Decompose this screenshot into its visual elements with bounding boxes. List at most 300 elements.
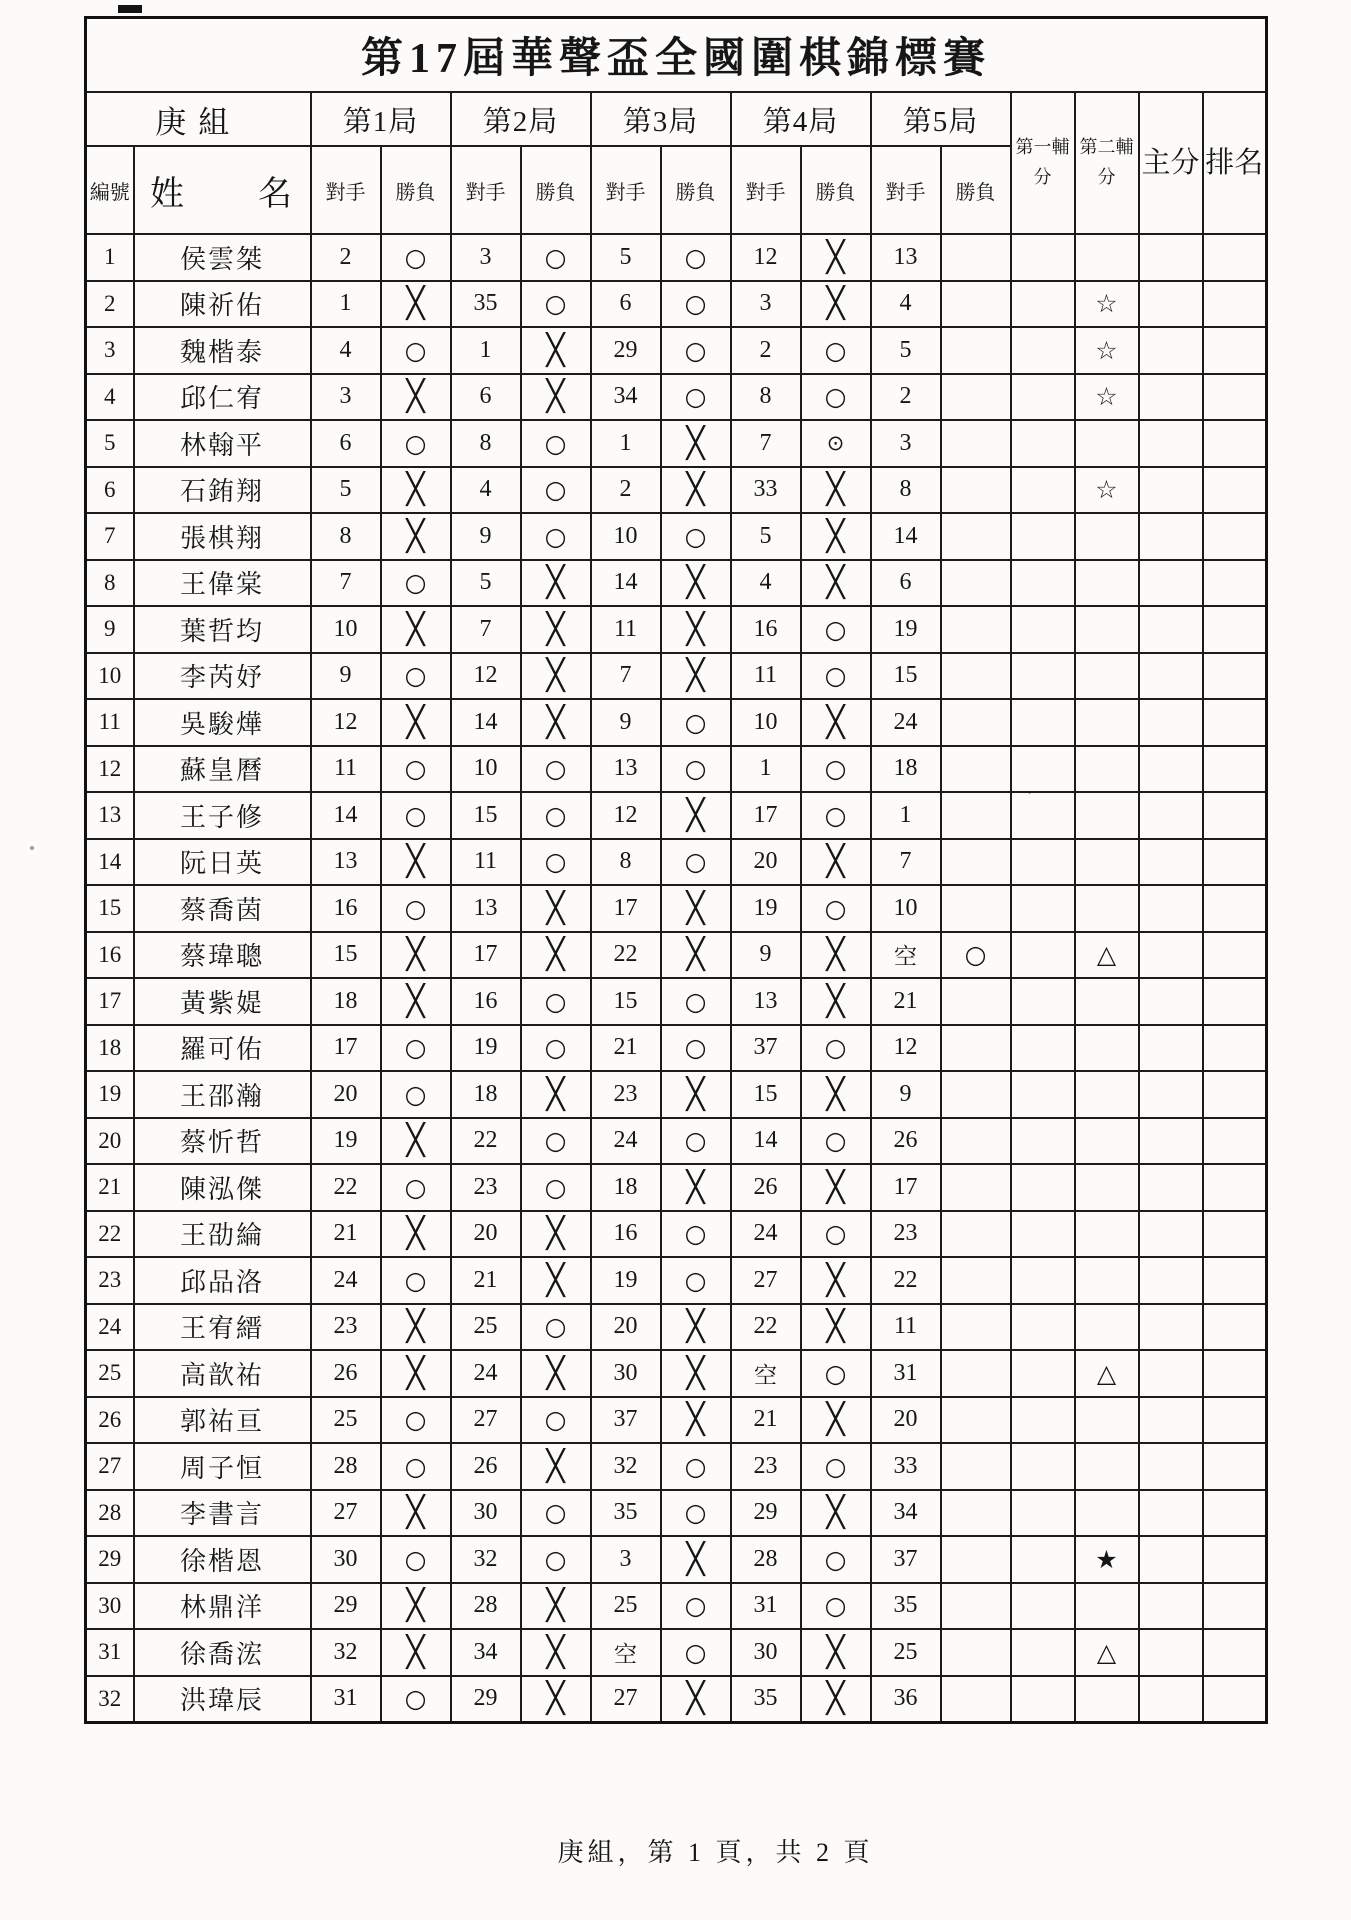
result-cell: ○ bbox=[801, 1536, 871, 1583]
opponent-cell: 24 bbox=[871, 699, 941, 746]
result-cell: ╳ bbox=[661, 1071, 731, 1118]
player-row bbox=[86, 467, 1267, 514]
result-cell: ╳ bbox=[661, 606, 731, 653]
main-score-cell bbox=[1139, 1257, 1203, 1304]
result-cell: ╳ bbox=[801, 1397, 871, 1444]
opponent-cell: 19 bbox=[871, 606, 941, 653]
opponent-cell: 2 bbox=[311, 234, 381, 281]
result-cell: ○ bbox=[521, 1164, 591, 1211]
opponent-cell: 22 bbox=[451, 1118, 521, 1165]
opponent-cell: 18 bbox=[871, 746, 941, 793]
result-cell: ○ bbox=[521, 281, 591, 328]
opponent-cell: 28 bbox=[451, 1583, 521, 1630]
opponent-cell: 11 bbox=[731, 653, 801, 700]
player-name: 邱仁宥 bbox=[134, 374, 311, 421]
round-2-header: 第2局 bbox=[451, 92, 591, 146]
player-row bbox=[86, 699, 1267, 746]
result-cell: ╳ bbox=[521, 699, 591, 746]
opponent-cell: 1 bbox=[311, 281, 381, 328]
rank-cell bbox=[1203, 1350, 1267, 1397]
result-cell: ○ bbox=[521, 1118, 591, 1165]
aux1-cell bbox=[1011, 839, 1075, 886]
name-header: 姓 名 bbox=[134, 146, 311, 234]
result-header: 勝負 bbox=[521, 146, 591, 234]
tournament-table bbox=[84, 16, 1268, 1724]
result-cell: ○ bbox=[381, 1164, 451, 1211]
result-cell bbox=[941, 839, 1011, 886]
opponent-cell: 15 bbox=[451, 792, 521, 839]
player-number: 21 bbox=[86, 1164, 134, 1211]
player-name: 蘇皇曆 bbox=[134, 746, 311, 793]
id-header: 編號 bbox=[86, 146, 134, 234]
opponent-cell: 14 bbox=[311, 792, 381, 839]
player-name: 徐喬浤 bbox=[134, 1629, 311, 1676]
round-1-header: 第1局 bbox=[311, 92, 451, 146]
opponent-header: 對手 bbox=[311, 146, 381, 234]
aux1-cell bbox=[1011, 1025, 1075, 1072]
result-cell: ○ bbox=[801, 1025, 871, 1072]
result-cell: ○ bbox=[521, 1304, 591, 1351]
aux2-cell bbox=[1075, 560, 1139, 607]
opponent-cell: 23 bbox=[451, 1164, 521, 1211]
rank-cell bbox=[1203, 1118, 1267, 1165]
aux2-cell bbox=[1075, 746, 1139, 793]
player-row bbox=[86, 1583, 1267, 1630]
opponent-cell: 2 bbox=[731, 327, 801, 374]
player-name: 王偉棠 bbox=[134, 560, 311, 607]
opponent-cell: 20 bbox=[591, 1304, 661, 1351]
player-name: 蔡瑋聰 bbox=[134, 932, 311, 979]
result-cell: ○ bbox=[661, 1257, 731, 1304]
round-5-header: 第5局 bbox=[871, 92, 1011, 146]
player-row bbox=[86, 1536, 1267, 1583]
result-cell: ╳ bbox=[661, 885, 731, 932]
player-number: 10 bbox=[86, 653, 134, 700]
player-row bbox=[86, 1164, 1267, 1211]
player-number: 1 bbox=[86, 234, 134, 281]
opponent-cell: 10 bbox=[311, 606, 381, 653]
aux2-cell bbox=[1075, 1397, 1139, 1444]
opponent-cell: 17 bbox=[731, 792, 801, 839]
result-cell: ╳ bbox=[521, 374, 591, 421]
rank-cell bbox=[1203, 1676, 1267, 1723]
player-name: 王劭綸 bbox=[134, 1211, 311, 1258]
opponent-cell: 13 bbox=[871, 234, 941, 281]
result-cell: ○ bbox=[801, 1583, 871, 1630]
rank-cell bbox=[1203, 327, 1267, 374]
player-name: 徐楷恩 bbox=[134, 1536, 311, 1583]
result-cell: ○ bbox=[521, 234, 591, 281]
player-number: 27 bbox=[86, 1443, 134, 1490]
main-score-cell bbox=[1139, 1071, 1203, 1118]
result-cell: ○ bbox=[801, 1118, 871, 1165]
result-cell: ○ bbox=[381, 1443, 451, 1490]
main-score-cell bbox=[1139, 653, 1203, 700]
opponent-cell: 26 bbox=[311, 1350, 381, 1397]
result-cell: ○ bbox=[521, 839, 591, 886]
result-cell: ○ bbox=[661, 1211, 731, 1258]
player-name: 陳祈佑 bbox=[134, 281, 311, 328]
player-number: 7 bbox=[86, 513, 134, 560]
aux2-cell: ☆ bbox=[1075, 281, 1139, 328]
result-cell: ○ bbox=[381, 1676, 451, 1723]
result-cell bbox=[941, 1071, 1011, 1118]
aux1-cell bbox=[1011, 374, 1075, 421]
opponent-cell: 29 bbox=[311, 1583, 381, 1630]
player-name: 阮日英 bbox=[134, 839, 311, 886]
result-cell: ○ bbox=[521, 1397, 591, 1444]
player-row bbox=[86, 1118, 1267, 1165]
aux2-cell bbox=[1075, 1211, 1139, 1258]
rank-cell bbox=[1203, 1536, 1267, 1583]
aux1-cell bbox=[1011, 1164, 1075, 1211]
result-cell: ○ bbox=[521, 1025, 591, 1072]
result-cell: ╳ bbox=[381, 932, 451, 979]
opponent-cell: 29 bbox=[451, 1676, 521, 1723]
opponent-cell: 23 bbox=[311, 1304, 381, 1351]
player-name: 周子恒 bbox=[134, 1443, 311, 1490]
opponent-cell: 4 bbox=[311, 327, 381, 374]
opponent-cell: 12 bbox=[311, 699, 381, 746]
result-cell: ○ bbox=[381, 1397, 451, 1444]
player-row bbox=[86, 746, 1267, 793]
player-row bbox=[86, 420, 1267, 467]
player-name: 李書言 bbox=[134, 1490, 311, 1537]
player-row bbox=[86, 792, 1267, 839]
opponent-cell: 3 bbox=[311, 374, 381, 421]
result-cell: ╳ bbox=[801, 978, 871, 1025]
result-cell: ○ bbox=[521, 420, 591, 467]
rank-cell bbox=[1203, 978, 1267, 1025]
result-cell: ○ bbox=[661, 1629, 731, 1676]
player-row bbox=[86, 1211, 1267, 1258]
opponent-cell: 30 bbox=[591, 1350, 661, 1397]
opponent-cell: 8 bbox=[591, 839, 661, 886]
result-cell bbox=[941, 978, 1011, 1025]
result-cell bbox=[941, 653, 1011, 700]
main-score-cell bbox=[1139, 1443, 1203, 1490]
result-cell: ○ bbox=[801, 885, 871, 932]
result-cell: ╳ bbox=[381, 1118, 451, 1165]
opponent-cell: 6 bbox=[871, 560, 941, 607]
result-cell: ╳ bbox=[801, 1257, 871, 1304]
opponent-cell: 25 bbox=[451, 1304, 521, 1351]
aux2-cell bbox=[1075, 1490, 1139, 1537]
opponent-cell: 21 bbox=[591, 1025, 661, 1072]
aux1-cell bbox=[1011, 467, 1075, 514]
result-header: 勝負 bbox=[381, 146, 451, 234]
opponent-cell: 9 bbox=[451, 513, 521, 560]
player-row bbox=[86, 653, 1267, 700]
result-cell: ○ bbox=[521, 467, 591, 514]
player-number: 15 bbox=[86, 885, 134, 932]
result-cell: ╳ bbox=[801, 234, 871, 281]
player-name: 黃紫媞 bbox=[134, 978, 311, 1025]
opponent-cell: 23 bbox=[731, 1443, 801, 1490]
opponent-cell: 18 bbox=[451, 1071, 521, 1118]
result-cell bbox=[941, 1536, 1011, 1583]
aux1-cell bbox=[1011, 560, 1075, 607]
player-number: 17 bbox=[86, 978, 134, 1025]
player-row bbox=[86, 606, 1267, 653]
opponent-header: 對手 bbox=[871, 146, 941, 234]
result-cell: ╳ bbox=[801, 1490, 871, 1537]
result-cell: ╳ bbox=[661, 792, 731, 839]
opponent-cell: 22 bbox=[871, 1257, 941, 1304]
opponent-cell: 34 bbox=[451, 1629, 521, 1676]
opponent-cell: 30 bbox=[311, 1536, 381, 1583]
rank-cell bbox=[1203, 1490, 1267, 1537]
opponent-cell: 14 bbox=[451, 699, 521, 746]
opponent-cell: 7 bbox=[451, 606, 521, 653]
main-score-cell bbox=[1139, 1629, 1203, 1676]
result-cell bbox=[941, 746, 1011, 793]
result-cell: ○ bbox=[661, 1025, 731, 1072]
opponent-cell: 17 bbox=[871, 1164, 941, 1211]
result-cell: ╳ bbox=[381, 839, 451, 886]
result-cell bbox=[941, 420, 1011, 467]
opponent-cell: 22 bbox=[731, 1304, 801, 1351]
player-number: 9 bbox=[86, 606, 134, 653]
aux2-cell: △ bbox=[1075, 1350, 1139, 1397]
opponent-cell: 1 bbox=[591, 420, 661, 467]
opponent-cell: 28 bbox=[731, 1536, 801, 1583]
result-cell: ╳ bbox=[521, 1211, 591, 1258]
result-cell: ╳ bbox=[801, 932, 871, 979]
opponent-cell: 10 bbox=[591, 513, 661, 560]
rank-cell bbox=[1203, 1164, 1267, 1211]
opponent-cell: 14 bbox=[591, 560, 661, 607]
opponent-cell: 9 bbox=[871, 1071, 941, 1118]
result-cell: ╳ bbox=[801, 1071, 871, 1118]
aux1-cell bbox=[1011, 1583, 1075, 1630]
result-cell: ○ bbox=[661, 699, 731, 746]
result-cell: ╳ bbox=[661, 1350, 731, 1397]
opponent-cell: 15 bbox=[311, 932, 381, 979]
player-name: 葉哲均 bbox=[134, 606, 311, 653]
opponent-cell: 3 bbox=[871, 420, 941, 467]
opponent-cell: 19 bbox=[311, 1118, 381, 1165]
opponent-cell: 26 bbox=[731, 1164, 801, 1211]
aux2-cell bbox=[1075, 1583, 1139, 1630]
opponent-cell: 32 bbox=[591, 1443, 661, 1490]
opponent-cell: 27 bbox=[311, 1490, 381, 1537]
player-row bbox=[86, 374, 1267, 421]
player-row bbox=[86, 1071, 1267, 1118]
aux2-cell bbox=[1075, 1025, 1139, 1072]
result-cell: ○ bbox=[801, 1350, 871, 1397]
opponent-cell: 16 bbox=[591, 1211, 661, 1258]
rank-cell bbox=[1203, 234, 1267, 281]
opponent-cell: 13 bbox=[731, 978, 801, 1025]
result-cell: ╳ bbox=[801, 513, 871, 560]
main-score-cell bbox=[1139, 560, 1203, 607]
opponent-cell: 7 bbox=[871, 839, 941, 886]
result-cell bbox=[941, 1397, 1011, 1444]
result-cell bbox=[941, 1490, 1011, 1537]
opponent-cell: 28 bbox=[311, 1443, 381, 1490]
aux1-cell bbox=[1011, 885, 1075, 932]
opponent-cell: 16 bbox=[451, 978, 521, 1025]
opponent-cell: 19 bbox=[731, 885, 801, 932]
opponent-cell: 1 bbox=[451, 327, 521, 374]
aux1-cell bbox=[1011, 653, 1075, 700]
aux2-cell: △ bbox=[1075, 1629, 1139, 1676]
main-score-cell bbox=[1139, 1211, 1203, 1258]
result-cell: ╳ bbox=[381, 699, 451, 746]
result-cell: ╳ bbox=[801, 699, 871, 746]
player-name: 蔡忻哲 bbox=[134, 1118, 311, 1165]
rank-cell bbox=[1203, 932, 1267, 979]
result-cell bbox=[941, 1211, 1011, 1258]
opponent-cell: 11 bbox=[871, 1304, 941, 1351]
opponent-cell: 21 bbox=[731, 1397, 801, 1444]
aux1-cell bbox=[1011, 1629, 1075, 1676]
player-number: 23 bbox=[86, 1257, 134, 1304]
rank-cell bbox=[1203, 606, 1267, 653]
opponent-cell: 35 bbox=[731, 1676, 801, 1723]
rank-cell bbox=[1203, 420, 1267, 467]
opponent-cell: 12 bbox=[591, 792, 661, 839]
main-score-cell bbox=[1139, 885, 1203, 932]
opponent-cell: 35 bbox=[591, 1490, 661, 1537]
result-cell: ○ bbox=[381, 885, 451, 932]
result-cell: ○ bbox=[661, 839, 731, 886]
result-cell: ○ bbox=[801, 374, 871, 421]
aux2-cell bbox=[1075, 1164, 1139, 1211]
opponent-cell: 3 bbox=[591, 1536, 661, 1583]
result-cell: ○ bbox=[521, 1536, 591, 1583]
player-row bbox=[86, 327, 1267, 374]
result-cell: ╳ bbox=[661, 932, 731, 979]
player-name: 洪瑋辰 bbox=[134, 1676, 311, 1723]
opponent-cell: 空 bbox=[871, 932, 941, 979]
player-number: 12 bbox=[86, 746, 134, 793]
aux1-cell bbox=[1011, 1118, 1075, 1165]
main-score-cell bbox=[1139, 1025, 1203, 1072]
rank-cell bbox=[1203, 1443, 1267, 1490]
result-cell: ╳ bbox=[801, 281, 871, 328]
result-cell: ╳ bbox=[661, 1304, 731, 1351]
opponent-cell: 5 bbox=[311, 467, 381, 514]
aux1-cell bbox=[1011, 699, 1075, 746]
player-row bbox=[86, 1443, 1267, 1490]
player-number: 26 bbox=[86, 1397, 134, 1444]
result-cell: ○ bbox=[521, 746, 591, 793]
player-number: 8 bbox=[86, 560, 134, 607]
opponent-cell: 11 bbox=[591, 606, 661, 653]
main-score-header: 主分 bbox=[1139, 92, 1203, 234]
result-cell: ○ bbox=[381, 1257, 451, 1304]
player-row bbox=[86, 1629, 1267, 1676]
opponent-cell: 1 bbox=[731, 746, 801, 793]
result-cell bbox=[941, 560, 1011, 607]
main-score-cell bbox=[1139, 513, 1203, 560]
result-cell bbox=[941, 1257, 1011, 1304]
opponent-cell: 3 bbox=[451, 234, 521, 281]
player-name: 蔡喬茵 bbox=[134, 885, 311, 932]
opponent-cell: 25 bbox=[311, 1397, 381, 1444]
player-number: 3 bbox=[86, 327, 134, 374]
opponent-cell: 15 bbox=[731, 1071, 801, 1118]
opponent-cell: 25 bbox=[591, 1583, 661, 1630]
opponent-cell: 35 bbox=[451, 281, 521, 328]
result-cell: ╳ bbox=[801, 839, 871, 886]
result-cell bbox=[941, 699, 1011, 746]
opponent-cell: 6 bbox=[591, 281, 661, 328]
group-label: 庚組 bbox=[86, 92, 311, 146]
result-cell: ╳ bbox=[661, 1676, 731, 1723]
opponent-cell: 34 bbox=[871, 1490, 941, 1537]
player-number: 20 bbox=[86, 1118, 134, 1165]
opponent-cell: 9 bbox=[731, 932, 801, 979]
rank-cell bbox=[1203, 513, 1267, 560]
player-name: 吳駿燁 bbox=[134, 699, 311, 746]
result-cell: ○ bbox=[381, 746, 451, 793]
result-cell: ╳ bbox=[521, 653, 591, 700]
opponent-cell: 15 bbox=[591, 978, 661, 1025]
aux1-cell bbox=[1011, 1304, 1075, 1351]
aux2-cell bbox=[1075, 1304, 1139, 1351]
rank-cell bbox=[1203, 699, 1267, 746]
result-cell: ╳ bbox=[521, 327, 591, 374]
result-cell: ╳ bbox=[521, 1350, 591, 1397]
result-cell: ○ bbox=[521, 513, 591, 560]
player-row bbox=[86, 560, 1267, 607]
rank-cell bbox=[1203, 1211, 1267, 1258]
opponent-cell: 20 bbox=[311, 1071, 381, 1118]
player-row bbox=[86, 1257, 1267, 1304]
opponent-header: 對手 bbox=[591, 146, 661, 234]
opponent-cell: 10 bbox=[451, 746, 521, 793]
opponent-cell: 30 bbox=[731, 1629, 801, 1676]
opponent-cell: 13 bbox=[591, 746, 661, 793]
player-number: 30 bbox=[86, 1583, 134, 1630]
result-cell: ○ bbox=[661, 1118, 731, 1165]
result-cell: ╳ bbox=[801, 1164, 871, 1211]
rank-cell bbox=[1203, 1304, 1267, 1351]
opponent-cell: 32 bbox=[311, 1629, 381, 1676]
result-cell: ╳ bbox=[521, 1629, 591, 1676]
player-name: 魏楷泰 bbox=[134, 327, 311, 374]
main-score-cell bbox=[1139, 1676, 1203, 1723]
result-cell: ╳ bbox=[801, 1629, 871, 1676]
page-footer: 庚組，第 1 頁，共 2 頁 bbox=[557, 1838, 874, 1867]
player-number: 31 bbox=[86, 1629, 134, 1676]
opponent-cell: 21 bbox=[451, 1257, 521, 1304]
opponent-cell: 27 bbox=[731, 1257, 801, 1304]
result-cell: ╳ bbox=[521, 885, 591, 932]
player-number: 6 bbox=[86, 467, 134, 514]
opponent-cell: 32 bbox=[451, 1536, 521, 1583]
opponent-cell: 空 bbox=[731, 1350, 801, 1397]
main-score-cell bbox=[1139, 374, 1203, 421]
result-cell: ╳ bbox=[801, 560, 871, 607]
result-cell: ╳ bbox=[521, 1257, 591, 1304]
opponent-cell: 1 bbox=[871, 792, 941, 839]
result-cell: ╳ bbox=[381, 1304, 451, 1351]
main-score-cell bbox=[1139, 792, 1203, 839]
player-row bbox=[86, 1025, 1267, 1072]
result-cell: ╳ bbox=[661, 467, 731, 514]
result-cell: ╳ bbox=[381, 281, 451, 328]
opponent-cell: 6 bbox=[311, 420, 381, 467]
result-cell bbox=[941, 1443, 1011, 1490]
opponent-header: 對手 bbox=[451, 146, 521, 234]
result-cell: ○ bbox=[521, 792, 591, 839]
result-cell: ○ bbox=[801, 327, 871, 374]
opponent-cell: 26 bbox=[451, 1443, 521, 1490]
